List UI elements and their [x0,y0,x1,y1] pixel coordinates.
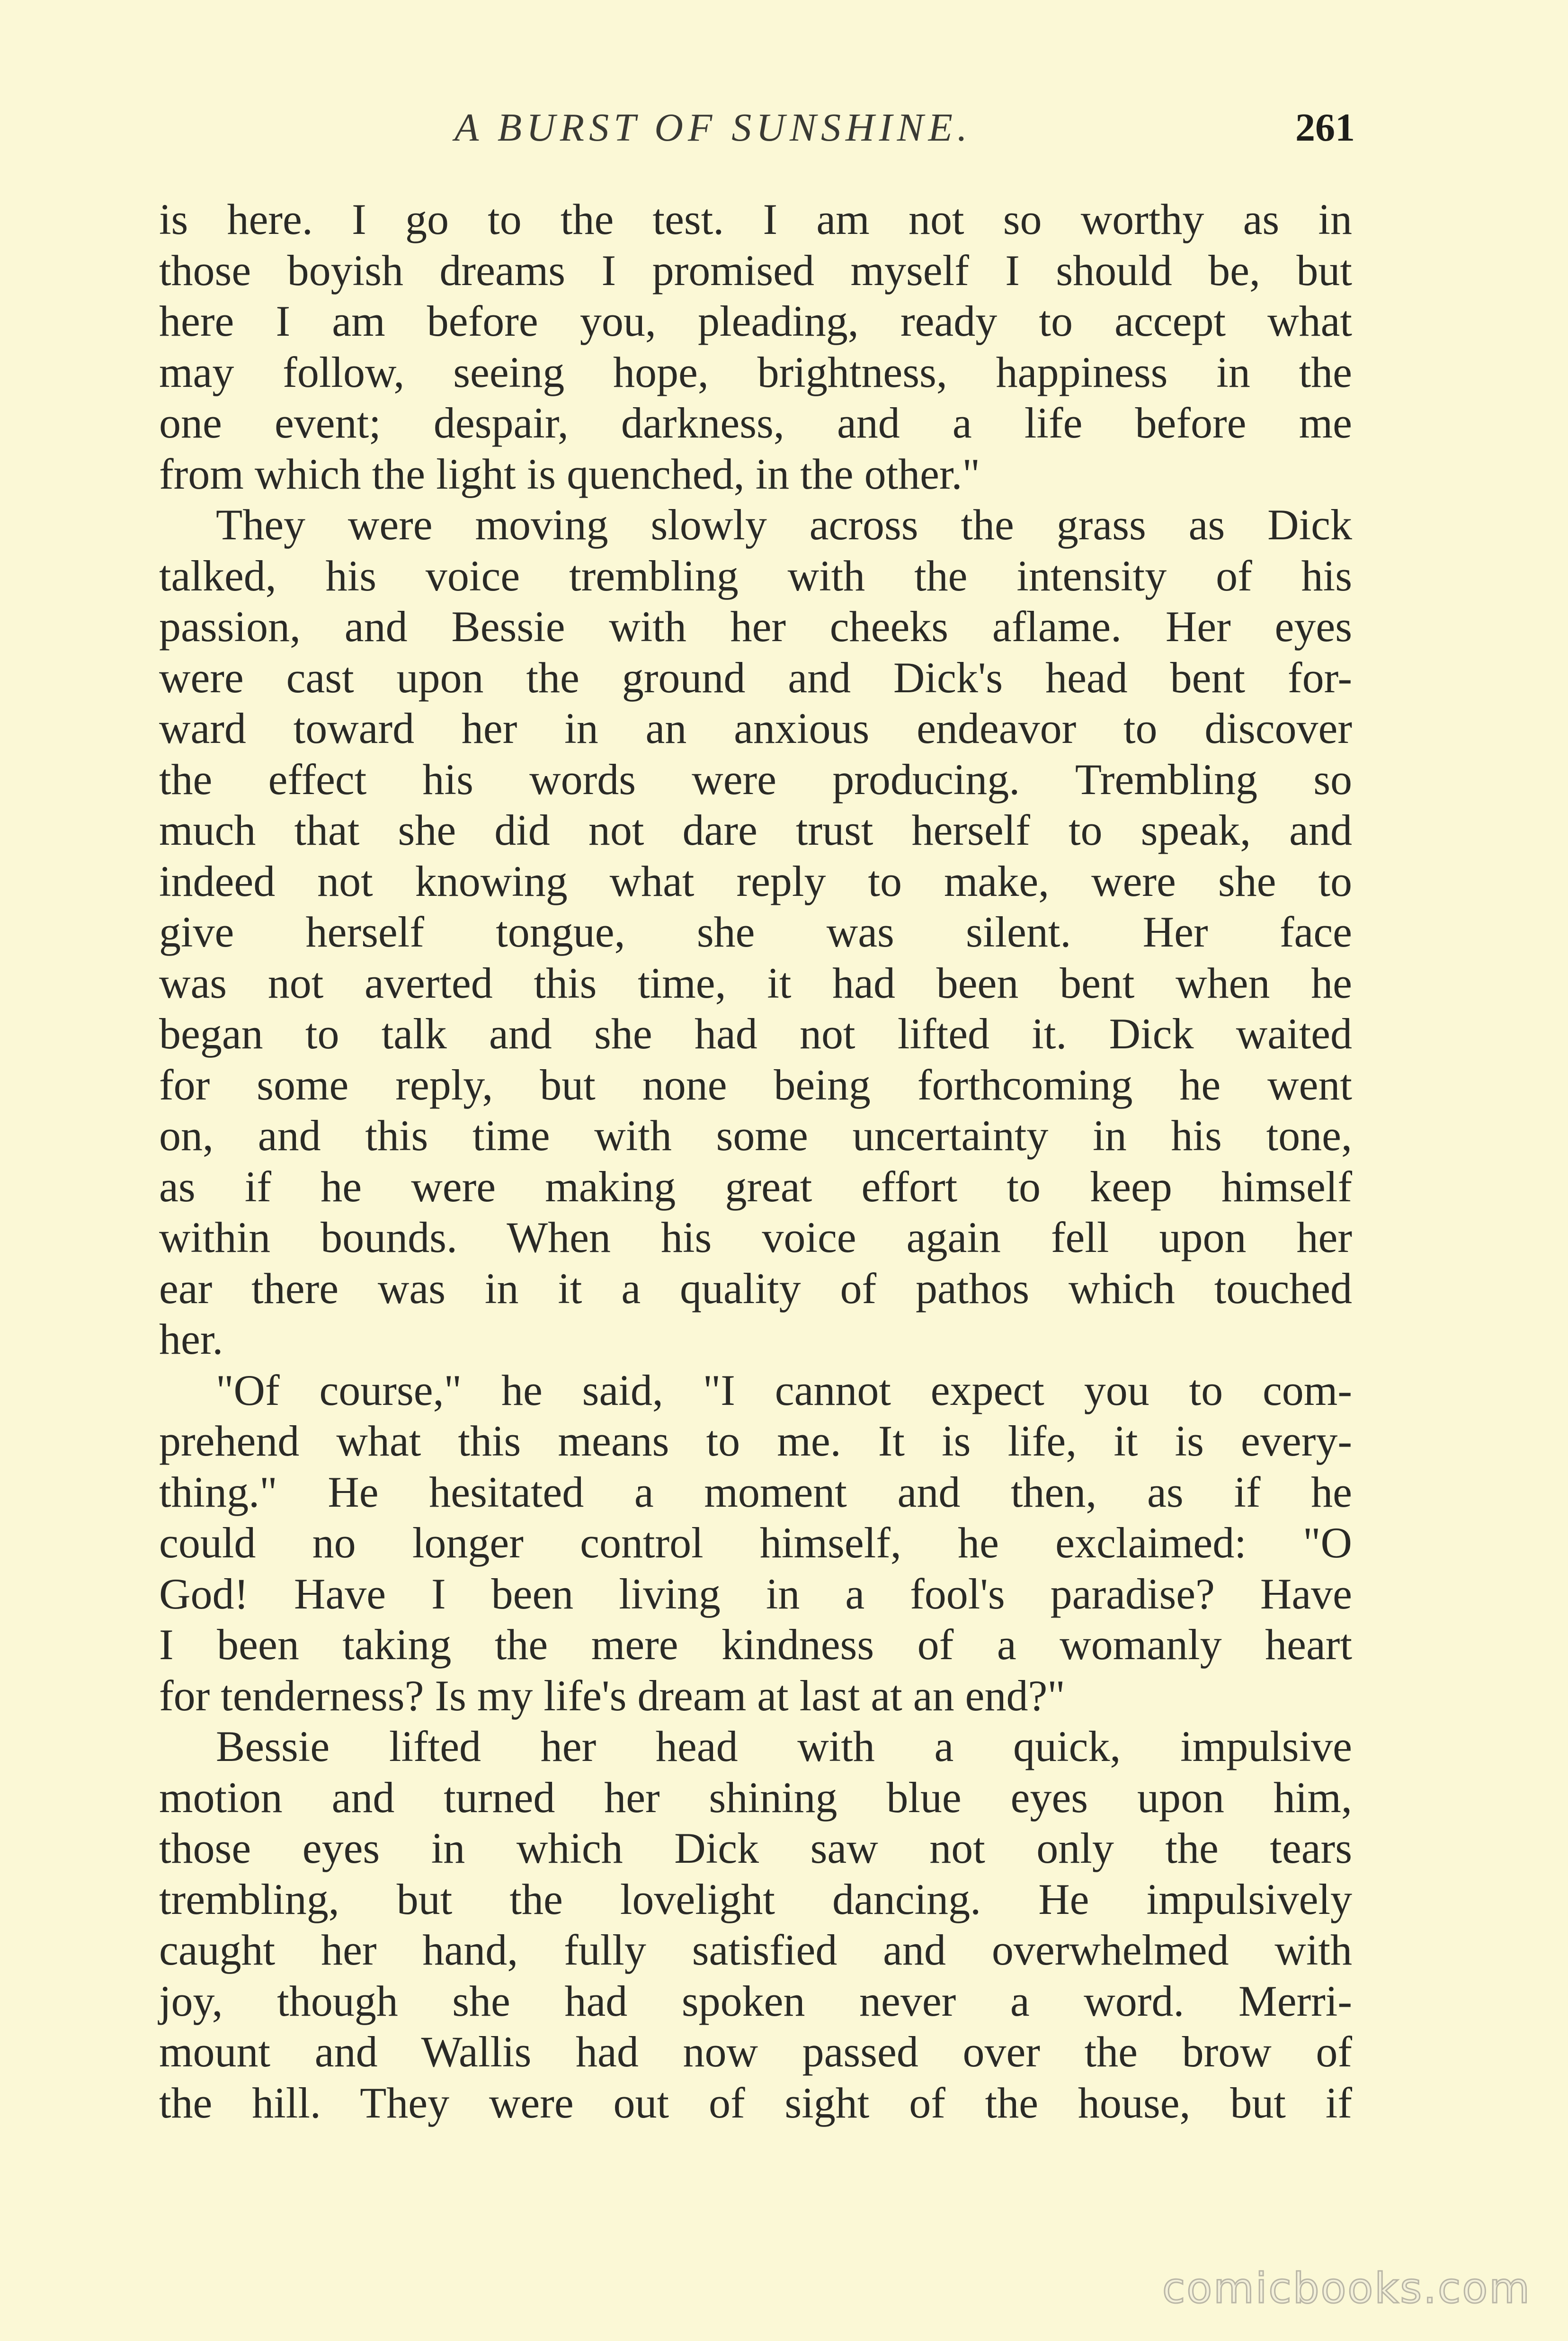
text-line: for tenderness? Is my life's dream at last at an end?" [159,1671,1065,1720]
text-line: Bessie lifted her head with a quick, impulsive [216,1722,1352,1770]
text-line: much that she did not dare trust herself to speak, and [159,806,1352,854]
text-line: mount and Wallis had now passed over the brow of [159,2028,1352,2076]
text-line: talked, his voice trembling with the intensity of his [159,551,1352,600]
running-title: A BURST OF SUNSHINE. [454,106,972,150]
text-line: here I am before you, pleading, ready to accept what [159,297,1352,345]
text-line: the effect his words were producing. Trembling so [159,755,1352,804]
text-line: for some reply, but none being forthcoming he went [159,1060,1352,1109]
text-line: began to talk and she had not lifted it. Dick waited [159,1010,1352,1058]
text-line: could no longer control himself, he exclaimed: "O [159,1519,1352,1567]
text-line: was not averted this time, it had been bent when he [159,958,1352,1007]
text-line: those boyish dreams I promised myself I should be, but [159,246,1352,295]
text-line: may follow, seeing hope, brightness, happiness in the [159,348,1352,396]
text-line: ward toward her in an anxious endeavor to discover [159,704,1352,752]
text-line: ear there was in it a quality of pathos which touched [159,1264,1352,1313]
text-line: thing." He hesitated a moment and then, as if he [159,1467,1352,1516]
text-line: from which the light is quenched, in the other." [159,449,980,498]
text-line: the hill. They were out of sight of the house, but if [159,2078,1352,2127]
text-line: indeed not knowing what reply to make, were she to [159,857,1352,905]
text-line: on, and this time with some uncertainty in his tone, [159,1111,1352,1160]
text-line: "Of course," he said, "I cannot expect you to com- [216,1366,1352,1414]
text-line: caught her hand, fully satisfied and overwhelmed with [159,1926,1352,1974]
body-text [159,194,1352,2128]
text-line: is here. I go to the test. I am not so worthy as in [159,195,1352,243]
text-line: those eyes in which Dick saw not only the tears [159,1824,1352,1872]
site-watermark: comicbooks.com [1162,2264,1531,2313]
page-header [0,99,1568,156]
text-line: They were moving slowly across the grass as Dick [216,500,1352,549]
text-line: passion, and Bessie with her cheeks aflame. Her eyes [159,602,1352,651]
page-number: 261 [1295,106,1355,150]
text-line: prehend what this means to me. It is life, it is every- [159,1417,1352,1465]
text-line: her. [159,1315,223,1363]
text-line: motion and turned her shining blue eyes upon him, [159,1773,1352,1822]
text-line: one event; despair, darkness, and a life before me [159,399,1352,447]
text-line: joy, though she had spoken never a word. Merri- [159,1976,1352,2025]
text-line: as if he were making great effort to keep himself [159,1162,1352,1211]
text-line: were cast upon the ground and Dick's head bent for- [159,653,1352,702]
text-line: I been taking the mere kindness of a womanly heart [159,1620,1352,1669]
text-line: within bounds. When his voice again fell upon her [159,1213,1352,1261]
text-line: give herself tongue, she was silent. Her face [159,908,1352,956]
text-line: God! Have I been living in a fool's paradise? Have [159,1569,1352,1618]
text-line: trembling, but the lovelight dancing. He impulsively [159,1875,1352,1923]
